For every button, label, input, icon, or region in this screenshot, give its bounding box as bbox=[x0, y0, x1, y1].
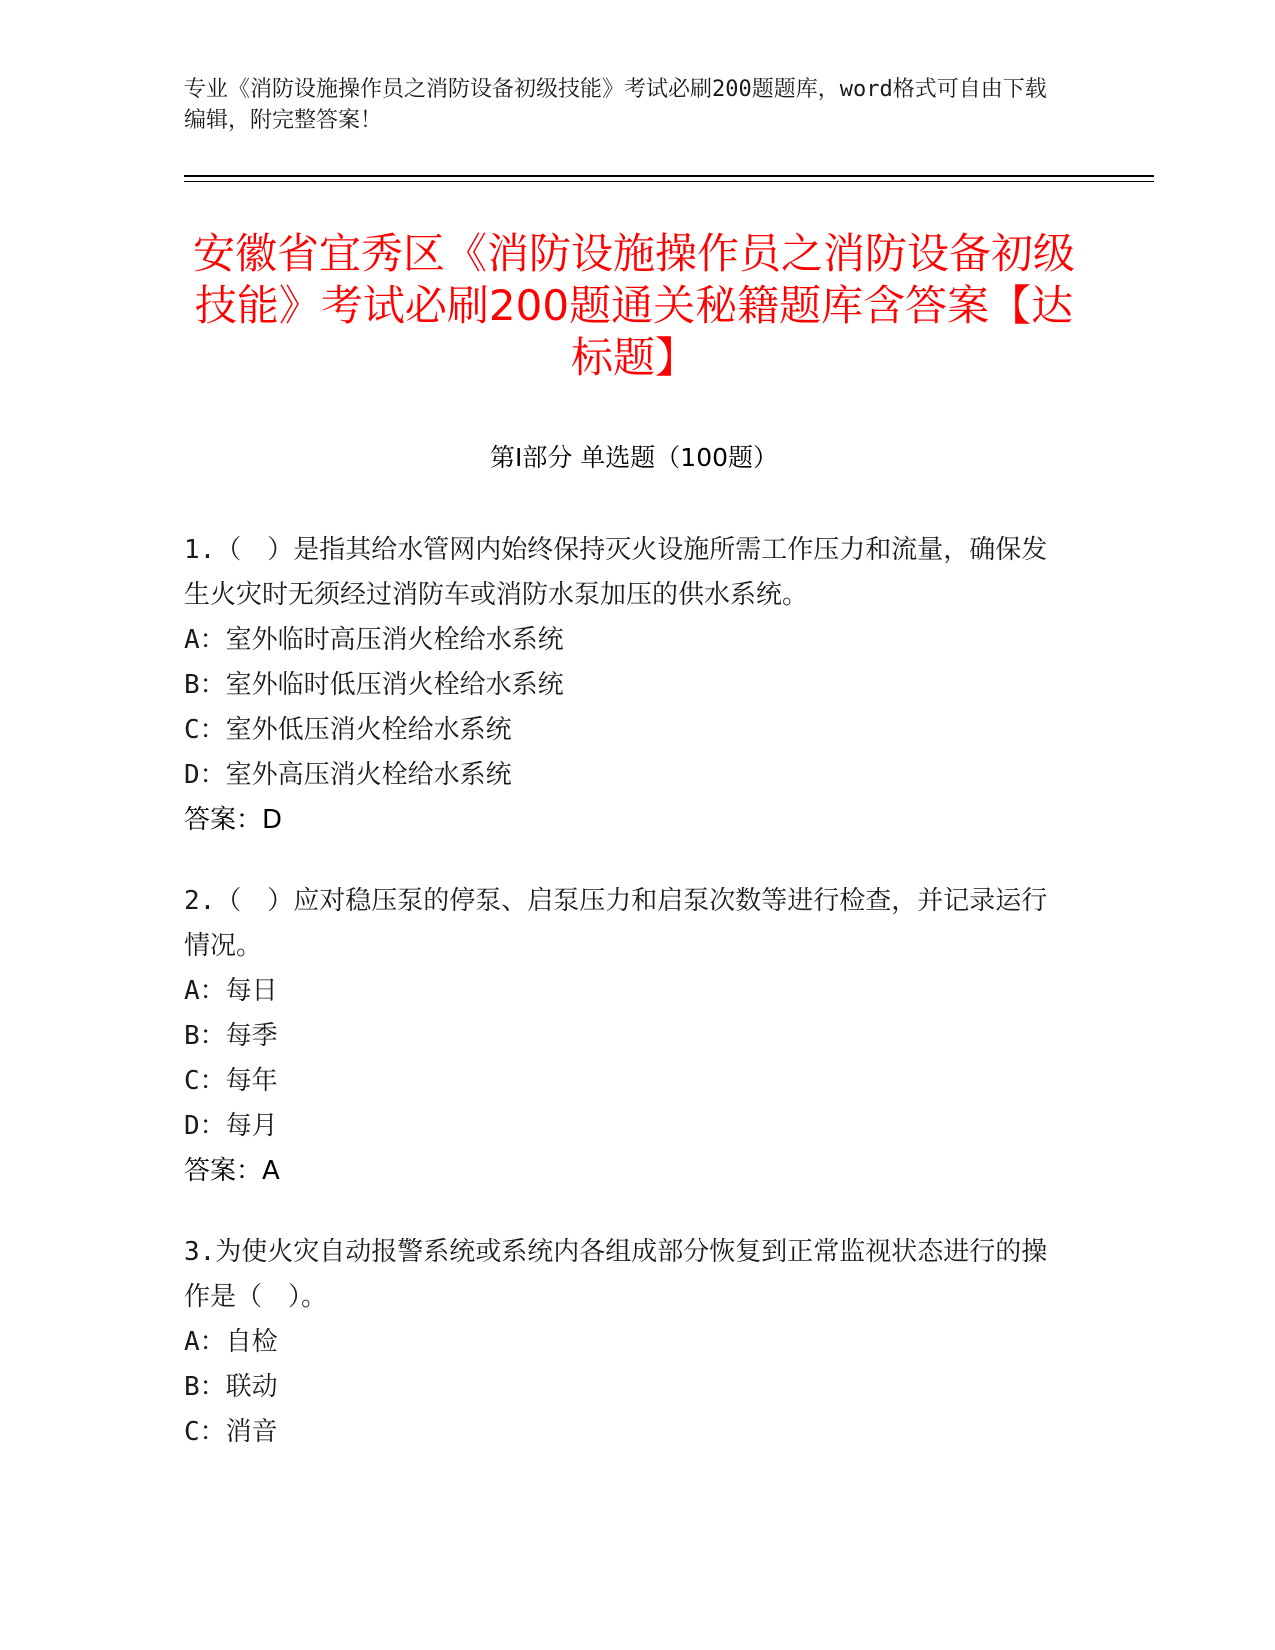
question-stem: 2.（ ）应对稳压泵的停泵、启泵压力和启泵次数等进行检查，并记录运行情况。 bbox=[184, 886, 1048, 961]
header-note: 专业《消防设施操作员之消防设备初级技能》考试必刷200题题库，word格式可自由下载编辑，附完整答案！ bbox=[184, 77, 1047, 133]
option-b: B：每季 bbox=[184, 1021, 278, 1051]
question-2 bbox=[184, 879, 1064, 1194]
question-stem: 1.（ ）是指其给水管网内始终保持灭火设施所需工作压力和流量，确保发生火灾时无须经过消防车或消防水泵加压的供水系统。 bbox=[184, 535, 1048, 610]
option-b: B：室外临时低压消火栓给水系统 bbox=[184, 670, 564, 700]
section-title: 第Ⅰ部分 单选题（100题） bbox=[489, 443, 779, 472]
option-a: A：自检 bbox=[184, 1327, 278, 1357]
option-c: C：每年 bbox=[184, 1066, 278, 1096]
option-d: D：每月 bbox=[184, 1111, 278, 1141]
option-c: C：消音 bbox=[184, 1417, 278, 1447]
option-c: C：室外低压消火栓给水系统 bbox=[184, 715, 512, 745]
question-1 bbox=[184, 528, 1064, 843]
question-stem: 3.为使火灾自动报警系统或系统内各组成部分恢复到正常监视状态进行的操作是（ ）。 bbox=[184, 1237, 1048, 1312]
question-3 bbox=[184, 1230, 1064, 1455]
answer: 答案：A bbox=[184, 1156, 280, 1186]
question-list bbox=[184, 528, 1064, 1491]
header-rule-thick bbox=[184, 175, 1154, 177]
header-rule-thin bbox=[184, 181, 1154, 182]
option-b: B：联动 bbox=[184, 1372, 278, 1402]
option-d: D：室外高压消火栓给水系统 bbox=[184, 760, 512, 790]
option-a: A：每日 bbox=[184, 976, 278, 1006]
answer: 答案：D bbox=[184, 805, 283, 835]
main-title: 安徽省宜秀区《消防设施操作员之消防设备初级技能》考试必刷200题通关秘籍题库含答案【达标题】 bbox=[192, 229, 1075, 382]
option-a: A：室外临时高压消火栓给水系统 bbox=[184, 625, 564, 655]
